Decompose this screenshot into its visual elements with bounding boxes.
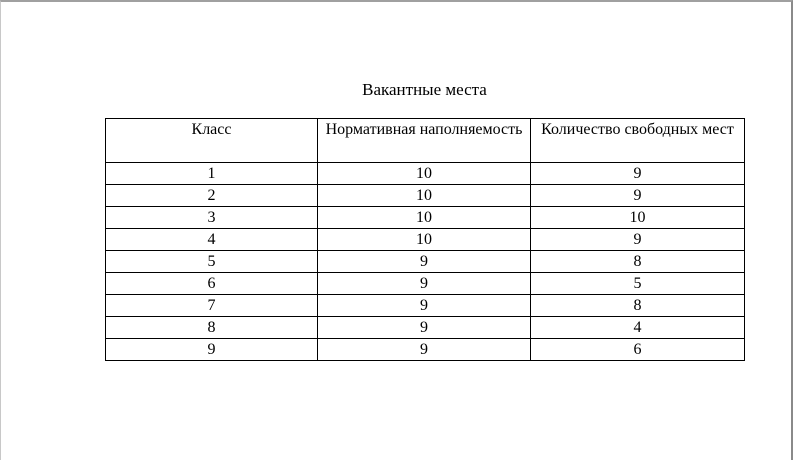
table-row bbox=[106, 229, 745, 251]
table-row bbox=[106, 317, 745, 339]
table-row bbox=[106, 207, 745, 229]
document-title: Вакантные места bbox=[362, 80, 487, 99]
cell-free: 9 bbox=[531, 163, 745, 185]
header-free-places: Количество свободных мест bbox=[531, 119, 745, 163]
cell-capacity: 9 bbox=[318, 317, 531, 339]
header-normative-capacity: Нормативная наполняемость bbox=[318, 119, 531, 163]
cell-capacity: 9 bbox=[318, 251, 531, 273]
cell-capacity: 10 bbox=[318, 207, 531, 229]
cell-capacity: 10 bbox=[318, 163, 531, 185]
cell-class: 1 bbox=[106, 163, 318, 185]
cell-class: 7 bbox=[106, 295, 318, 317]
cell-capacity: 9 bbox=[318, 339, 531, 361]
cell-capacity: 9 bbox=[318, 295, 531, 317]
cell-free: 6 bbox=[531, 339, 745, 361]
cell-free: 5 bbox=[531, 273, 745, 295]
table-row bbox=[106, 163, 745, 185]
table-row bbox=[106, 295, 745, 317]
table-header-row bbox=[106, 119, 745, 163]
cell-class: 4 bbox=[106, 229, 318, 251]
vacancy-table bbox=[105, 118, 745, 361]
header-class: Класс bbox=[106, 119, 318, 163]
cell-free: 8 bbox=[531, 251, 745, 273]
cell-free: 9 bbox=[531, 185, 745, 207]
cell-capacity: 10 bbox=[318, 185, 531, 207]
cell-class: 3 bbox=[106, 207, 318, 229]
cell-capacity: 10 bbox=[318, 229, 531, 251]
cell-class: 2 bbox=[106, 185, 318, 207]
cell-free: 10 bbox=[531, 207, 745, 229]
cell-class: 9 bbox=[106, 339, 318, 361]
table-row bbox=[106, 251, 745, 273]
cell-free: 4 bbox=[531, 317, 745, 339]
cell-class: 5 bbox=[106, 251, 318, 273]
table-row bbox=[106, 185, 745, 207]
cell-free: 8 bbox=[531, 295, 745, 317]
cell-capacity: 9 bbox=[318, 273, 531, 295]
cell-free: 9 bbox=[531, 229, 745, 251]
cell-class: 8 bbox=[106, 317, 318, 339]
table-row bbox=[106, 339, 745, 361]
cell-class: 6 bbox=[106, 273, 318, 295]
table-row bbox=[106, 273, 745, 295]
